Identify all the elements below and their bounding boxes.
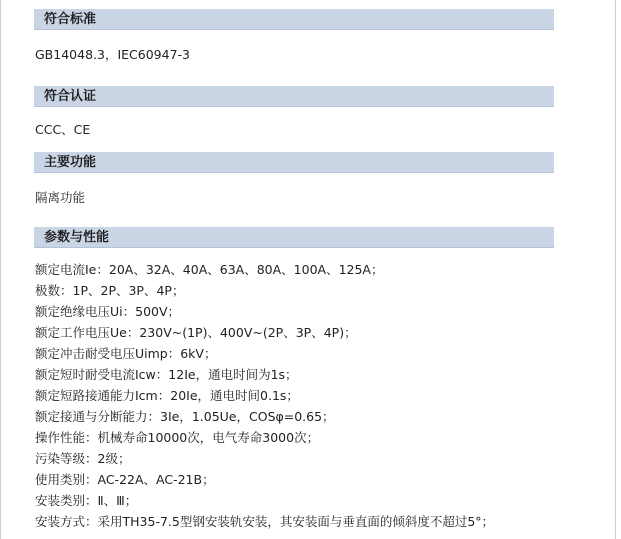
section-header-certification — [34, 86, 554, 107]
param-impulse-voltage: 额定冲击耐受电压Uimp：6kV； — [35, 346, 217, 361]
param-operating-voltage: 额定工作电压Ue：230V~(1P)、400V~(2P、3P、4P)； — [35, 325, 357, 340]
param-short-time-current: 额定短时耐受电流Icw：12Ie，通电时间为1s； — [35, 367, 298, 382]
section-header-functions — [34, 152, 554, 173]
section-title-certification: 符合认证 — [44, 89, 97, 104]
param-short-circuit-making: 额定短路接通能力Icm：20Ie，通电时间0.1s； — [35, 388, 299, 403]
section-title-functions: 主要功能 — [44, 155, 97, 170]
standards-text: GB14048.3，IEC60947-3 — [35, 47, 190, 62]
param-mounting-method: 安装方式：采用TH35-7.5型钢安装轨安装，其安装面与垂直面的倾斜度不超过5°； — [35, 514, 495, 529]
page-border-left — [0, 0, 1, 539]
parameter-list — [35, 262, 494, 535]
param-operating-performance: 操作性能：机械寿命10000次，电气寿命3000次； — [35, 430, 320, 445]
param-insulation-voltage: 额定绝缘电压Ui：500V； — [35, 304, 181, 319]
param-installation-category: 安装类别：Ⅱ、Ⅲ； — [35, 493, 138, 508]
functions-text: 隔离功能 — [35, 190, 86, 205]
param-rated-current: 额定电流Ie：20A、32A、40A、63A、80A、100A、125A； — [35, 262, 384, 277]
section-title-standards: 符合标准 — [44, 12, 97, 27]
param-making-breaking: 额定接通与分断能力：3Ie，1.05Ue，COSφ=0.65； — [35, 409, 335, 424]
param-utilization-category: 使用类别：AC-22A、AC-21B； — [35, 472, 215, 487]
param-poles: 极数：1P、2P、3P、4P； — [35, 283, 185, 298]
section-title-parameters: 参数与性能 — [44, 230, 110, 245]
section-header-parameters — [34, 227, 554, 248]
section-header-standards — [34, 9, 554, 30]
param-pollution-degree: 污染等级：2级； — [35, 451, 131, 466]
page-border-right — [615, 0, 616, 539]
certification-text: CCC、CE — [35, 122, 91, 137]
